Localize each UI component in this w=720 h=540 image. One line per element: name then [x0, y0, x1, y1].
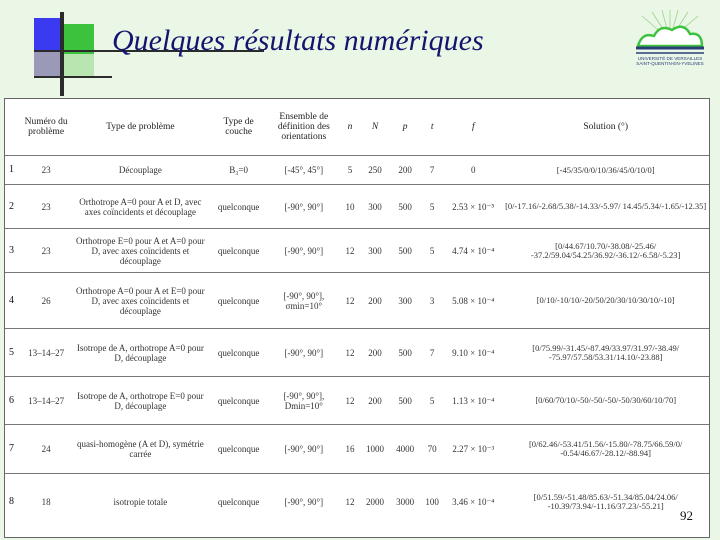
header-layer-type: Type de couche: [223, 117, 254, 137]
cell-orientation-set: [-90°, 90°]: [268, 329, 340, 377]
deco-grey-square: [34, 52, 60, 76]
cell-f: 0: [444, 156, 502, 185]
cell-n: 16: [340, 425, 360, 474]
cell-f: 3.46 × 10⁻⁴: [444, 474, 502, 530]
cell-problem-type: Orthotrope A=0 pour A et D, avec axes coïncidents et découplage: [71, 185, 209, 229]
cell-solution: [0/-17.16/-2.68/5.38/-14.33/-5.97/ 14.45/5.34/-1.65/-12.35]: [502, 185, 709, 229]
deco-horizontal-line-short: [34, 76, 112, 78]
cell-layer-type: quelconque: [210, 474, 268, 530]
cell-solution: [-45/35/0/0/10/36/45/0/10/0]: [502, 156, 709, 185]
cell-problem-type: Isotrope de A, orthotrope E=0 pour D, découplage: [71, 377, 209, 425]
cell-solution: [0/10/-10/10/-20/50/20/30/10/30/10/-10]: [502, 273, 709, 329]
row-index: 5: [5, 329, 21, 377]
cell-problem-number: 23: [21, 185, 71, 229]
cell-solution: [0/60/70/10/-50/-50/-50/-50/30/60/10/70]: [502, 377, 709, 425]
cell-t: 7: [420, 329, 444, 377]
cell-p: 3000: [390, 474, 420, 530]
cell-N: 2000: [360, 474, 390, 530]
row-index: 7: [5, 425, 21, 474]
cell-f: 2.53 × 10⁻⁵: [444, 185, 502, 229]
cell-n: 12: [340, 474, 360, 530]
table-row: [5, 229, 709, 273]
cell-t: 7: [420, 156, 444, 185]
logo-line-2: SAINT-QUENTIN-EN-YVELINES: [636, 61, 704, 66]
table-row: [5, 329, 709, 377]
cell-t: 5: [420, 377, 444, 425]
cell-problem-number: 18: [21, 474, 71, 530]
cell-problem-number: 26: [21, 273, 71, 329]
results-table-container: [4, 98, 710, 538]
page-number: 92: [680, 508, 693, 523]
header-n: n: [347, 122, 353, 132]
logo-line-1: UNIVERSITÉ DE VERSAILLES: [637, 56, 703, 61]
cell-f: 5.08 × 10⁻⁴: [444, 273, 502, 329]
cell-N: 300: [360, 185, 390, 229]
header-problem-number: Numéro du problème: [24, 117, 68, 137]
cell-orientation-set: [-45°, 45°]: [268, 156, 340, 185]
header-problem-type: Type de problème: [106, 122, 175, 132]
header-N: N: [371, 122, 379, 132]
cell-t: 5: [420, 185, 444, 229]
table-row: [5, 377, 709, 425]
cell-problem-type: Orthotrope A=0 pour A et E=0 pour D, avec axes coïncidents et découplage: [71, 273, 209, 329]
cell-layer-type: quelconque: [210, 229, 268, 273]
row-index: 2: [5, 185, 21, 229]
cell-p: 500: [390, 185, 420, 229]
cell-orientation-set: [-90°, 90°]: [268, 185, 340, 229]
cell-N: 200: [360, 273, 390, 329]
header-t: t: [430, 122, 434, 132]
row-index: 1: [5, 156, 21, 185]
cell-t: 70: [420, 425, 444, 474]
cell-p: 500: [390, 377, 420, 425]
cell-t: 5: [420, 229, 444, 273]
cell-problem-number: 13–14–27: [21, 377, 71, 425]
row-index: 8: [5, 474, 21, 530]
cell-layer-type: quelconque: [210, 185, 268, 229]
cell-problem-type: Orthotrope E=0 pour A et A=0 pour D, avec axes coïncidents et découplage: [71, 229, 209, 273]
cell-n: 12: [340, 377, 360, 425]
header-orientation-set: Ensemble de définition des orientations: [277, 112, 330, 142]
cell-N: 200: [360, 377, 390, 425]
cell-problem-type: Découplage: [71, 156, 209, 185]
cell-orientation-set: [-90°, 90°]: [268, 474, 340, 530]
header-p: p: [402, 122, 408, 132]
cell-orientation-set: [-90°, 90°]: [268, 425, 340, 474]
cell-problem-number: 23: [21, 229, 71, 273]
cell-layer-type: quelconque: [210, 377, 268, 425]
deco-pale-square: [64, 54, 94, 78]
cell-f: 1.13 × 10⁻⁴: [444, 377, 502, 425]
results-table: [5, 99, 709, 529]
table-row: [5, 474, 709, 530]
table-header-row: [5, 99, 709, 156]
cell-solution: [0/75.99/-31.45/-87.49/33.97/31.97/-38.49/ -75.97/57.58/53.31/14.10/-23.88]: [502, 329, 709, 377]
cell-orientation-set: [-90°, 90°], σmin=10°: [268, 273, 340, 329]
cell-p: 4000: [390, 425, 420, 474]
cell-layer-type: quelconque: [210, 329, 268, 377]
cell-problem-type: Isotrope de A, orthotrope A=0 pour D, découplage: [71, 329, 209, 377]
cell-problem-type: isotropie totale: [71, 474, 209, 530]
cell-t: 100: [420, 474, 444, 530]
cell-p: 500: [390, 329, 420, 377]
cell-n: 12: [340, 273, 360, 329]
cell-layer-type: quelconque: [210, 425, 268, 474]
cell-N: 1000: [360, 425, 390, 474]
cell-orientation-set: [-90°, 90°]: [268, 229, 340, 273]
cell-N: 300: [360, 229, 390, 273]
cell-N: 250: [360, 156, 390, 185]
row-index: 4: [5, 273, 21, 329]
table-row: [5, 156, 709, 185]
cell-solution: [0/44.67/10.70/-38.08/-25.46/ -37.2/59.04/54.25/36.92/-36.12/-6.58/-5.23]: [502, 229, 709, 273]
deco-vertical-line: [60, 12, 64, 96]
cell-f: 4.74 × 10⁻⁴: [444, 229, 502, 273]
logo-text: [628, 56, 712, 66]
cell-p: 500: [390, 229, 420, 273]
cell-f: 2.27 × 10⁻³: [444, 425, 502, 474]
cell-layer-type: quelconque: [210, 273, 268, 329]
slide-title: Quelques résultats numériques: [112, 24, 484, 57]
header-solution: Solution (°): [583, 122, 629, 132]
header-index: [5, 99, 21, 156]
cell-p: 200: [390, 156, 420, 185]
cell-problem-number: 24: [21, 425, 71, 474]
cell-f: 9.10 × 10⁻⁴: [444, 329, 502, 377]
cell-solution: [0/62.46/-53.41/51.56/-15.80/-78.75/66.59/0/ -0.54/46.67/-28.12/-88.94]: [502, 425, 709, 474]
cell-solution: [0/51.59/-51.48/85.63/-51.34/85.04/24.06/ -10.39/73.94/-11.16/37.23/-55.21]: [502, 474, 709, 530]
cell-layer-type: B₃=0: [210, 156, 268, 185]
cell-problem-number: 13–14–27: [21, 329, 71, 377]
table-row: [5, 425, 709, 474]
cell-problem-number: 23: [21, 156, 71, 185]
cell-n: 12: [340, 229, 360, 273]
cell-N: 200: [360, 329, 390, 377]
cell-problem-type: quasi-homogène (A et D), symétrie carrée: [71, 425, 209, 474]
row-index: 6: [5, 377, 21, 425]
cell-orientation-set: [-90°, 90°], Dmin=10°: [268, 377, 340, 425]
deco-blue-square: [34, 18, 62, 50]
table-row: [5, 185, 709, 229]
header-f: f: [471, 122, 475, 132]
cell-n: 10: [340, 185, 360, 229]
cell-p: 300: [390, 273, 420, 329]
row-index: 3: [5, 229, 21, 273]
cell-n: 5: [340, 156, 360, 185]
cell-t: 3: [420, 273, 444, 329]
table-row: [5, 273, 709, 329]
cell-n: 12: [340, 329, 360, 377]
